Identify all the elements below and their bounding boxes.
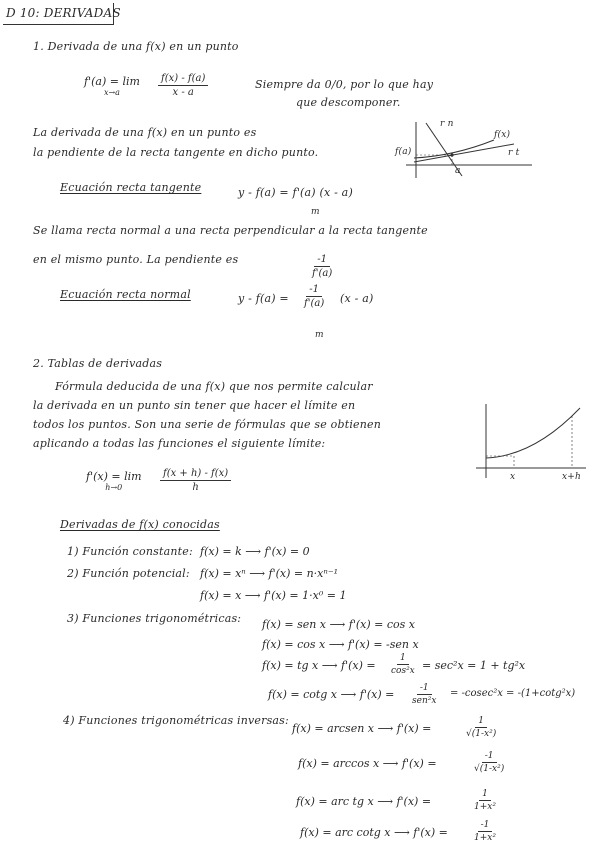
derivative-function-lim-sub: h→0 bbox=[105, 483, 123, 492]
tangent-equation-label: Ecuación recta tangente bbox=[60, 181, 202, 194]
item3-formula-cos: f(x) = cos x ⟶ f'(x) = -sen x bbox=[262, 638, 419, 651]
item3-label: 3) Funciones trigonométricas: bbox=[67, 612, 242, 625]
item4-formula-arctg-lhs: f(x) = arc tg x ⟶ f'(x) = bbox=[296, 795, 432, 808]
item3-formula-cotg-numerator: -1 bbox=[417, 683, 432, 695]
graph1-tangent-label: r t bbox=[508, 148, 520, 158]
derivative-function-lhs: f'(x) = lim bbox=[86, 470, 142, 483]
item4-formula-arccotg-fraction bbox=[474, 820, 496, 843]
item4-formula-arcsen-fraction bbox=[466, 716, 496, 739]
derivative-definition-numerator: f(x) - f(a) bbox=[158, 73, 208, 86]
tangent-equation: y - f(a) = f'(a) (x - a) bbox=[238, 186, 353, 199]
normal-equation-denominator: f'(a) bbox=[304, 298, 325, 309]
known-derivatives-heading: Derivadas de f(x) conocidas bbox=[60, 518, 220, 531]
derivative-function-fraction bbox=[160, 468, 231, 493]
derivative-definition-lim-sub: x→a bbox=[103, 88, 120, 97]
section2-heading: 2. Tablas de derivadas bbox=[33, 357, 163, 370]
normal-text-line-1: Se llama recta normal a una recta perpendicular a la recta tangente bbox=[33, 224, 428, 237]
section2-text-line-4: aplicando a todas las funciones el siguiente límite: bbox=[33, 437, 326, 450]
item4-formula-arccotg-numerator: -1 bbox=[478, 820, 493, 832]
item4-formula-arccos-denominator: √(1-x²) bbox=[474, 764, 505, 774]
item3-formula-tg-numerator: 1 bbox=[397, 653, 409, 665]
normal-slope-numerator: -1 bbox=[314, 254, 330, 267]
item3-formula-cotg-rhs: = -cosec²x = -(1+cotg²x) bbox=[450, 688, 576, 699]
item4-formula-arccos-numerator: -1 bbox=[482, 751, 497, 763]
derivative-function-numerator: f(x + h) - f(x) bbox=[160, 468, 231, 481]
section1-heading: 1. Derivada de una f(x) en un punto bbox=[33, 40, 239, 53]
item1-label: 1) Función constante: bbox=[67, 545, 193, 558]
graph1-fa-label: f(a) bbox=[395, 147, 412, 157]
item3-formula-cotg-fraction bbox=[412, 683, 436, 706]
normal-equation-lhs: y - f(a) = bbox=[238, 292, 289, 305]
item4-formula-arcsen-denominator: √(1-x²) bbox=[466, 729, 497, 739]
normal-equation-numerator: -1 bbox=[306, 284, 322, 297]
normal-text-line-2: en el mismo punto. La pendiente es bbox=[33, 253, 239, 266]
section2-text-line-2: la derivada en un punto sin tener que hacer el límite en bbox=[33, 399, 356, 412]
item4-formula-arctg-numerator: 1 bbox=[479, 789, 491, 801]
normal-equation-fraction bbox=[304, 284, 324, 309]
item3-formula-tg-lhs: f(x) = tg x ⟶ f'(x) = bbox=[262, 659, 376, 672]
item3-formula-sen: f(x) = sen x ⟶ f'(x) = cos x bbox=[262, 618, 415, 631]
item3-formula-tg-denominator: cos²x bbox=[391, 666, 415, 676]
section2-text-line-1: Fórmula deducida de una f(x) que nos permite calcular bbox=[55, 380, 373, 393]
item4-formula-arccos-fraction bbox=[474, 751, 504, 774]
graph1-normal-label: r n bbox=[440, 119, 454, 129]
item3-formula-cotg-denominator: sen²x bbox=[412, 696, 437, 706]
item4-formula-arccotg-denominator: 1+x² bbox=[474, 833, 496, 843]
item4-formula-arccos-lhs: f(x) = arccos x ⟶ f'(x) = bbox=[298, 757, 437, 770]
item3-formula-cotg-lhs: f(x) = cotg x ⟶ f'(x) = bbox=[268, 688, 395, 701]
item2-formula-b: f(x) = x ⟶ f'(x) = 1·x⁰ = 1 bbox=[200, 589, 347, 602]
graph1-fx-label: f(x) bbox=[494, 130, 511, 140]
item3-formula-tg-fraction bbox=[391, 653, 415, 676]
normal-equation-rhs: (x - a) bbox=[340, 292, 374, 305]
item2-formula: f(x) = xⁿ ⟶ f'(x) = n·xⁿ⁻¹ bbox=[200, 567, 339, 580]
interpretation-line-1: La derivada de una f(x) en un punto es bbox=[33, 126, 257, 139]
note-line-2: que descomponer. bbox=[296, 96, 401, 109]
derivative-definition-denominator: x - a bbox=[172, 87, 194, 98]
page-title: D 10: DERIVADAS bbox=[6, 6, 121, 20]
item4-formula-arcsen-numerator: 1 bbox=[475, 716, 487, 728]
item4-label: 4) Funciones trigonométricas inversas: bbox=[63, 714, 289, 727]
normal-slope-m: m bbox=[315, 330, 324, 340]
interpretation-line-2: la pendiente de la recta tangente en dicho punto. bbox=[33, 146, 319, 159]
item4-formula-arccotg-lhs: f(x) = arc cotg x ⟶ f'(x) = bbox=[300, 826, 448, 839]
normal-equation-label: Ecuación recta normal bbox=[60, 288, 191, 301]
item4-formula-arctg-denominator: 1+x² bbox=[474, 802, 496, 812]
item2-label: 2) Función potencial: bbox=[67, 567, 190, 580]
derivative-function-limit bbox=[86, 470, 142, 492]
note-line-1: Siempre da 0/0, por lo que hay bbox=[255, 78, 434, 91]
derivative-function-denominator: h bbox=[192, 482, 199, 493]
tangent-slope-m: m bbox=[311, 207, 320, 217]
item1-formula: f(x) = k ⟶ f'(x) = 0 bbox=[200, 545, 310, 558]
graph1-a-label: a bbox=[455, 166, 461, 176]
graph2-x-label: x bbox=[510, 472, 516, 482]
graph2-xh-label: x+h bbox=[562, 472, 582, 482]
normal-slope-denominator: f'(a) bbox=[312, 268, 333, 279]
item4-formula-arcsen-lhs: f(x) = arcsen x ⟶ f'(x) = bbox=[292, 722, 432, 735]
section2-text-line-3: todos los puntos. Son una serie de fórmulas que se obtienen bbox=[33, 418, 382, 431]
derivative-definition-lhs: f'(a) = lim bbox=[84, 75, 140, 88]
normal-slope-fraction bbox=[312, 254, 332, 279]
item4-formula-arctg-fraction bbox=[474, 789, 496, 812]
item3-formula-tg-rhs: = sec²x = 1 + tg²x bbox=[422, 659, 526, 672]
derivative-definition-fraction bbox=[158, 73, 208, 98]
derivative-definition-limit bbox=[84, 75, 140, 97]
